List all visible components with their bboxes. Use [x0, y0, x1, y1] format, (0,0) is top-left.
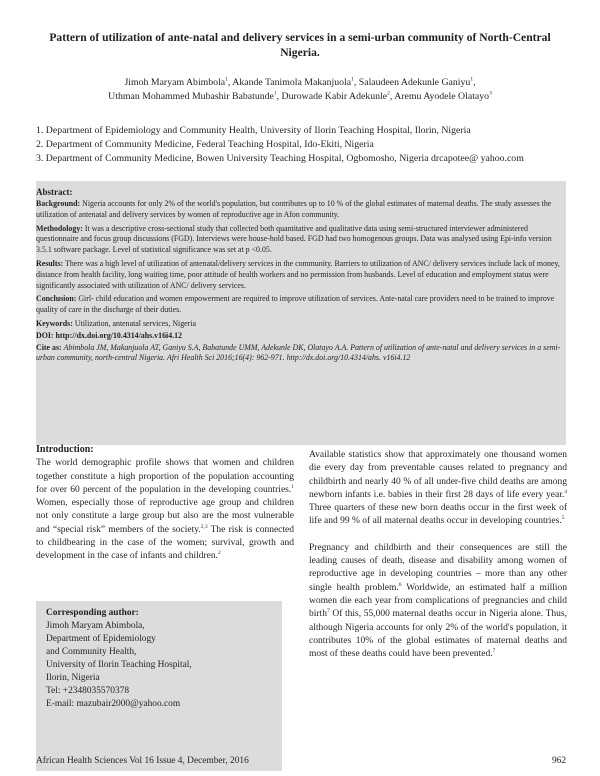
citation-sup: 4 — [564, 488, 567, 495]
affiliation-2: 2. Department of Community Medicine, Federal Teaching Hospital, Ido-Ekiti, Nigeria — [36, 139, 374, 150]
intro-text-a: The world demographic profile shows that women and children together constitute a high proportion of the population accounting for over 60 percent of the population in the developing countries. — [36, 458, 294, 495]
author-sup: 3 — [489, 90, 492, 97]
results-label: Results: — [36, 258, 64, 268]
doi-link[interactable]: http://dx.doi.org/10.4314/ahs.v16i4.12 — [55, 330, 183, 340]
author-sup: 1 — [470, 76, 474, 83]
affiliation-3: 3. Department of Community Medicine, Bowen University Teaching Hospital, Ogbomosho, Nigeria drcapotee@ yahoo.com — [36, 153, 524, 164]
corr-line: Jimoh Maryam Abimbola, — [46, 621, 145, 631]
body-text: Pregnancy and childbirth and their consequences are still the leading causes of death, disease and disability among women of reproductive age in developing countries – more than any other single health problem. — [309, 542, 567, 593]
affiliations — [36, 124, 566, 166]
keywords-label: Keywords: — [36, 318, 73, 328]
methodology-text: It was a descriptive cross-sectional study that collected both quantitative and qualitative data using semi-structured interviewer administered questionnaire and focus group discussions (FGD). Interviews were house-hold based. FGD had two homogenous groups. Data was analysed using Epi-info version 3.5.1 software package. Level of statistical significance was set at p <0.05. — [36, 223, 552, 255]
left-column — [36, 443, 294, 564]
body-paragraph-2 — [309, 542, 567, 662]
corr-line: Department of Epidemiology — [46, 634, 156, 644]
author-line-1: Jimoh Maryam Abimbola$^1$, Akande Tanimola Makanjuola$^1$, Salaudeen Adekunle Ganiyu$^1$, — [124, 76, 476, 88]
citation-sup: 7 — [326, 608, 330, 615]
right-column — [309, 441, 567, 661]
author-sup: 1 — [351, 76, 354, 83]
citation-sup: 1 — [291, 483, 294, 490]
conclusion-label: Conclusion: — [36, 294, 77, 304]
doi-label: DOI: — [36, 330, 54, 340]
author-list — [40, 76, 560, 104]
citation-sup: 2,3 — [200, 523, 208, 530]
abstract-conclusion — [36, 294, 566, 316]
methodology-label: Methodology: — [36, 223, 83, 233]
author-name: Uthman Mohammed Mubashir Babatunde — [108, 91, 274, 102]
citation-sup: 6 — [398, 581, 402, 588]
introduction-paragraph — [36, 457, 294, 563]
page-number: 962 — [551, 756, 566, 766]
background-text: Nigeria accounts for only 2% of the world's population, but contributes up to 10 % of the global estimates of maternal deaths. The study assesses the utilization of antenatal and delivery services by women of reproductive age in Afon community. — [36, 199, 552, 219]
results-text: There was a high level of utilization of antenatal/delivery services in the community. Barriers to utilization of ANC/ delivery services include lack of money, distance from health facility, long waiting time, poor attitude of health workers and no permission from husbands. Level of education and employment status were significantly associated with utilization of ANC/ delivery services. — [36, 258, 560, 290]
abstract-keywords — [36, 319, 566, 330]
background-label: Background: — [36, 199, 81, 208]
abstract-box — [36, 181, 566, 445]
corresponding-author-heading: Corresponding author: — [46, 608, 139, 618]
author-sup: 1 — [225, 76, 228, 83]
body-text: Available statistics show that approximately one thousand women die every day from preventable causes related to pregnancy and childbirth and nearly 40 % of all under-five child deaths are among newborn infants i.e. babies in their first 28 days of life every year. — [309, 450, 567, 500]
corr-email[interactable]: E-mail: mazubair2000@yahoo.com — [46, 699, 181, 709]
abstract-results — [36, 259, 566, 291]
abstract-doi — [36, 331, 566, 342]
intro-text-c: The risk is connected to childbearing in the case of the women; survival, growth and development in the case of infants and children. — [36, 524, 294, 562]
paper-title: Pattern of utilization of ante-natal and delivery services in a semi-urban community of North-Central Nigeria. — [49, 31, 551, 59]
corr-phone: Tel: +2348035570378 — [46, 686, 130, 696]
cite-label: Cite as: — [36, 342, 62, 352]
conclusion-text: Girl- child education and women empowerment are required to improve utilization of services. Ante-natal care providers need to be trained to improve quality of care in the discharge of their duties. — [36, 294, 555, 315]
abstract-cite — [36, 343, 566, 365]
abstract-methodology — [36, 224, 566, 256]
author-name: Jimoh Maryam Abimbola — [124, 77, 226, 88]
author-sup: 1 — [273, 90, 277, 97]
intro-text-b: Women, especially those of reproductive age group and children not only constitute a large group but also are the most vulnerable and “special risk” members of the society. — [36, 498, 294, 535]
author-line-2: Uthman Mohammed Mubashir Babatunde$^1$, Durowade Kabir Adekunle$^2$, Aremu Ayodele Olatayo$^3$ — [108, 90, 492, 102]
author-name: Aremu Ayodele Olatayo — [394, 91, 490, 102]
journal-citation: African Health Sciences Vol 16 Issue 4, December, 2016 — [36, 756, 249, 766]
abstract-heading: Abstract: — [36, 187, 73, 197]
author-name: Salaudeen Adekunle Ganiyu — [358, 77, 471, 88]
affiliation-1: 1. Department of Epidemiology and Community Health, University of Ilorin Teaching Hospital, Ilorin, Nigeria — [36, 125, 471, 136]
corr-line: Ilorin, Nigeria — [46, 673, 100, 683]
body-text: Worldwide, an estimated half a million women die each year from complications of pregnancies and child birth — [309, 582, 567, 620]
citation-sup: 7 — [492, 648, 496, 654]
corr-line: University of Ilorin Teaching Hospital, — [46, 660, 192, 670]
corresponding-author-box — [36, 601, 282, 771]
body-text: Of this, 55,000 maternal deaths occur in Nigeria alone. Thus, although Nigeria accounts for only 2% of the world's population, it contributes 10% of the global estimates of maternal deaths and most of these deaths could have been prevented. — [309, 609, 567, 660]
cite-text: Abimbola JM, Makanjuola AT, Ganiyu S.A, Babatunde UMM, Adekunle DK, Olatayo A.A. Pattern of utilization of ante-natal and delivery services in a semi-urban community, north-central Nigeria. Afri Health Sci 2016;16(4): 962-971. http://dx.doi.org/10.4314/ahs. v16i4.12 — [36, 342, 561, 363]
body-paragraph-1 — [309, 449, 567, 529]
author-sup: 2 — [387, 90, 390, 97]
keywords-text: Utilization, antenatal services, Nigeria — [74, 318, 196, 328]
citation-sup: 2 — [218, 550, 221, 557]
abstract-background — [36, 199, 566, 221]
author-name: Akande Tanimola Makanjuola — [232, 77, 352, 88]
introduction-heading: Introduction: — [36, 444, 94, 455]
author-name: Durowade Kabir Adekunle — [281, 91, 388, 102]
citation-sup: 5 — [561, 515, 565, 522]
body-text: Three quarters of these new born deaths occur in the first week of life and 99 % of all maternal deaths occur in developing countries. — [309, 503, 567, 527]
corr-line: and Community Health, — [46, 647, 137, 657]
